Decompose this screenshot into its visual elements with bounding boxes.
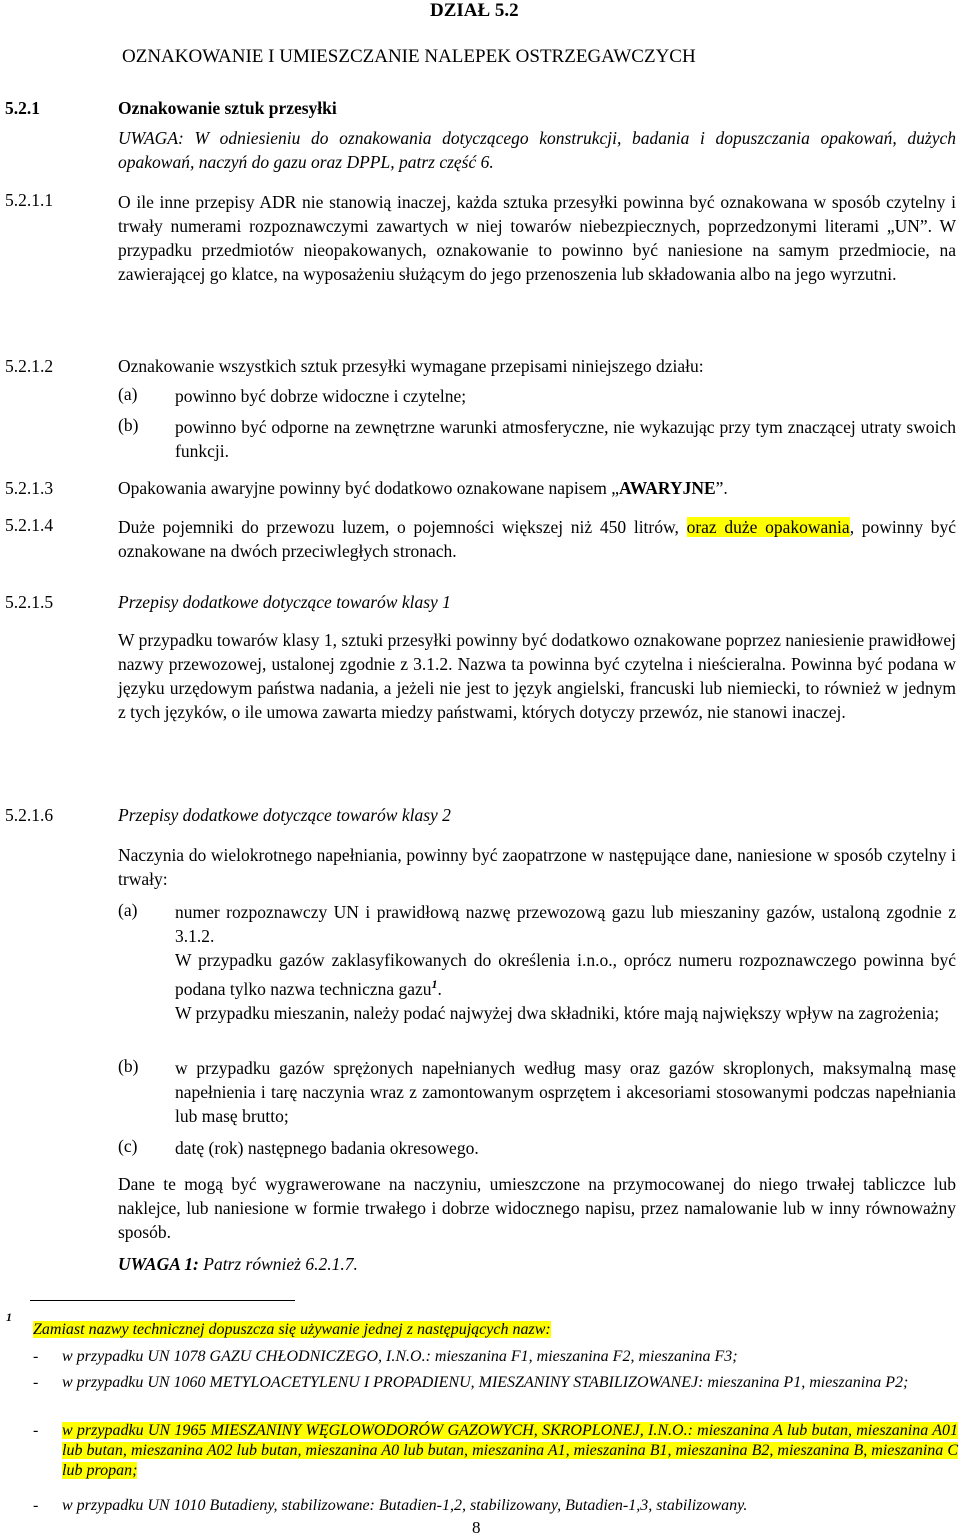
p3-bold: AWARYJNE xyxy=(619,478,716,498)
list-item-a-text2-end: . xyxy=(437,978,442,999)
list-item-label: (b) xyxy=(118,1056,139,1076)
subsection-number: 5.2.1 xyxy=(5,98,40,118)
footnote-dash: - xyxy=(33,1374,39,1391)
list-item-label: (a) xyxy=(118,384,138,404)
subsection-title: Oznakowanie sztuk przesyłki xyxy=(118,98,337,118)
list-item-label: (c) xyxy=(118,1136,138,1156)
footnote-item: w przypadku UN 1010 Butadieny, stabilizowane: Butadien-1,2, stabilizowany, Butadien-1,3, stabilizowany. xyxy=(62,1497,748,1514)
footnote-item: w przypadku UN 1060 METYLOACETYLENU I PROPADIENU, MIESZANINY STABILIZOWANEJ: mieszanina P1, mieszanina P2; xyxy=(62,1374,909,1391)
footnote-item: w przypadku UN 1078 GAZU CHŁODNICZEGO, I.N.O.: mieszanina F1, mieszanina F2, mieszanina F3; xyxy=(62,1348,738,1365)
list-item-a-line1: numer rozpoznawczy UN i prawidłową nazwę przewozową gazu lub mieszaniny gazów, ustaloną zgodnie z 3.1.2. xyxy=(175,902,956,946)
p3-end: ”. xyxy=(715,478,728,498)
list-item-text: powinno być odporne na zewnętrzne warunki atmosferyczne, nie wykazując przy tym znaczącej utraty swoich funkcji. xyxy=(175,417,956,461)
footnote-item xyxy=(62,1421,958,1481)
paragraph-title: Przepisy dodatkowe dotyczące towarów klasy 2 xyxy=(118,805,451,825)
list-item-text: w przypadku gazów sprężonych napełnianych według masy oraz gazów skroplonych, maksymalną masę napełnienia i tarę naczynia wraz z zamontowanym osprzętem i akcesoriami stosowanymi podczas napełniania lub masę brutto; xyxy=(175,1058,956,1126)
p4-text: Duże pojemniki do przewozu luzem, o pojemności większej niż 450 litrów, xyxy=(118,517,687,537)
footnote-ref: 1 xyxy=(431,977,438,991)
footnote-intro xyxy=(33,1320,958,1340)
list-item-a-line3: W przypadku mieszanin, należy podać najwyżej dwa składniki, które mają największy wpływ na zagrożenia; xyxy=(175,1002,940,1023)
p4-end: , powinny być oznakowane na dwóch przeciwległych stronach. xyxy=(118,517,956,561)
list-item-a-line2 xyxy=(175,948,956,1001)
paragraph-text: Oznakowanie wszystkich sztuk przesyłki wymagane przepisami niniejszego działu: xyxy=(118,356,704,376)
paragraph-title: Przepisy dodatkowe dotyczące towarów klasy 1 xyxy=(118,592,451,612)
list-item-label: (a) xyxy=(118,900,138,920)
footnote-mark: 1 xyxy=(6,1310,12,1324)
paragraph-text: Naczynia do wielokrotnego napełniania, powinny być zaopatrzone w następujące dane, naniesione w sposób czytelny i trwały: xyxy=(118,845,956,889)
paragraph-number: 5.2.1.3 xyxy=(5,478,54,498)
paragraph-text xyxy=(118,515,956,563)
footnote-intro-text: Zamiast nazwy technicznej dopuszcza się używanie jednej z następujących nazw: xyxy=(33,1321,551,1338)
note-block xyxy=(118,126,956,174)
section-subtitle: OZNAKOWANIE I UMIESZCZANIE NALEPEK OSTRZEGAWCZYCH xyxy=(122,46,696,67)
footnote-dash: - xyxy=(33,1348,39,1365)
page-number: 8 xyxy=(472,1518,481,1537)
p3-text: Opakowania awaryjne powinny być dodatkowo oznakowane napisem „ xyxy=(118,478,620,498)
footnote-separator xyxy=(30,1300,295,1301)
note-label: UWAGA 1: xyxy=(118,1254,199,1274)
note-text: W odniesieniu do oznakowania dotyczącego konstrukcji, badania i dopuszczania opakowań, dużych opakowań, naczyń do gazu oraz DPPL, patrz część 6. xyxy=(118,128,956,172)
list-item-text xyxy=(175,900,956,1025)
section-title: DZIAŁ 5.2 xyxy=(430,0,519,21)
paragraph-text: O ile inne przepisy ADR nie stanowią inaczej, każda sztuka przesyłki powinna być oznakowana w sposób czytelny i trwały numerami rozpoznawczymi zawartych w niej towarów niebezpiecznych, poprzedzonymi literami „UN”. W przypadku przedmiotów nieopakowanych, oznakowanie to powinno być naniesione na samym przedmiocie, na zawierającej go klatce, na wyposażeniu służącym do jego przenoszenia lub składowania albo na jego wyrzutni. xyxy=(118,192,956,284)
paragraph-text: Dane te mogą być wygrawerowane na naczyniu, umieszczone na przymocowanej do niego trwałej tabliczce lub naklejce, lub naniesione w formie trwałego i dobrze widocznego napisu, przez namalowanie lub w inny równoważny sposób. xyxy=(118,1174,956,1242)
paragraph-text: W przypadku towarów klasy 1, sztuki przesyłki powinny być dodatkowo oznakowane poprzez naniesienie prawidłowej nazwy przewozowej, ustalonej zgodnie z 3.1.2. Nazwa ta powinna być czytelna i nieścieralna. Powinna być podana w języku urzędowym państwa nadania, a jeżeli nie jest to język angielski, francuski lub niemiecki, to również w jednym z tych języków, o ile umowa zawarta miedzy państwami, których dotyczy przewóz, nie stanowi inaczej. xyxy=(118,630,956,722)
paragraph-number: 5.2.1.2 xyxy=(5,356,54,376)
p4-highlight: oraz duże opakowania xyxy=(686,517,850,537)
footnote-dash: - xyxy=(33,1422,39,1439)
paragraph-number: 5.2.1.4 xyxy=(5,515,54,535)
footnote-dash: - xyxy=(33,1497,39,1514)
paragraph-number: 5.2.1.6 xyxy=(5,805,54,825)
paragraph-number: 5.2.1.1 xyxy=(5,190,54,210)
paragraph-number: 5.2.1.5 xyxy=(5,592,54,612)
note-text: Patrz również 6.2.1.7. xyxy=(198,1254,358,1274)
list-item-label: (b) xyxy=(118,415,139,435)
list-item-text: powinno być dobrze widoczne i czytelne; xyxy=(175,386,467,406)
note-block xyxy=(118,1254,358,1275)
footnote-item-highlight: w przypadku UN 1965 MIESZANINY WĘGLOWODORÓW GAZOWYCH, SKROPLONEJ, I.N.O.: mieszanina A lub butan, mieszanina A01 lub butan, mieszanina A02 lub butan, mieszanina A0 lub butan, mieszanina A1, mieszanina B1, mieszanina B2, mieszanina B, mieszanina C lub propan; xyxy=(62,1422,958,1479)
note-label: UWAGA: xyxy=(118,128,184,148)
list-item-a-text2: W przypadku gazów zaklasyfikowanych do określenia i.n.o., oprócz numeru rozpoznawczego powinna być podana tylko nazwa techniczna gazu xyxy=(175,950,956,999)
list-item-text: datę (rok) następnego badania okresowego. xyxy=(175,1138,479,1158)
paragraph-text xyxy=(118,478,728,499)
